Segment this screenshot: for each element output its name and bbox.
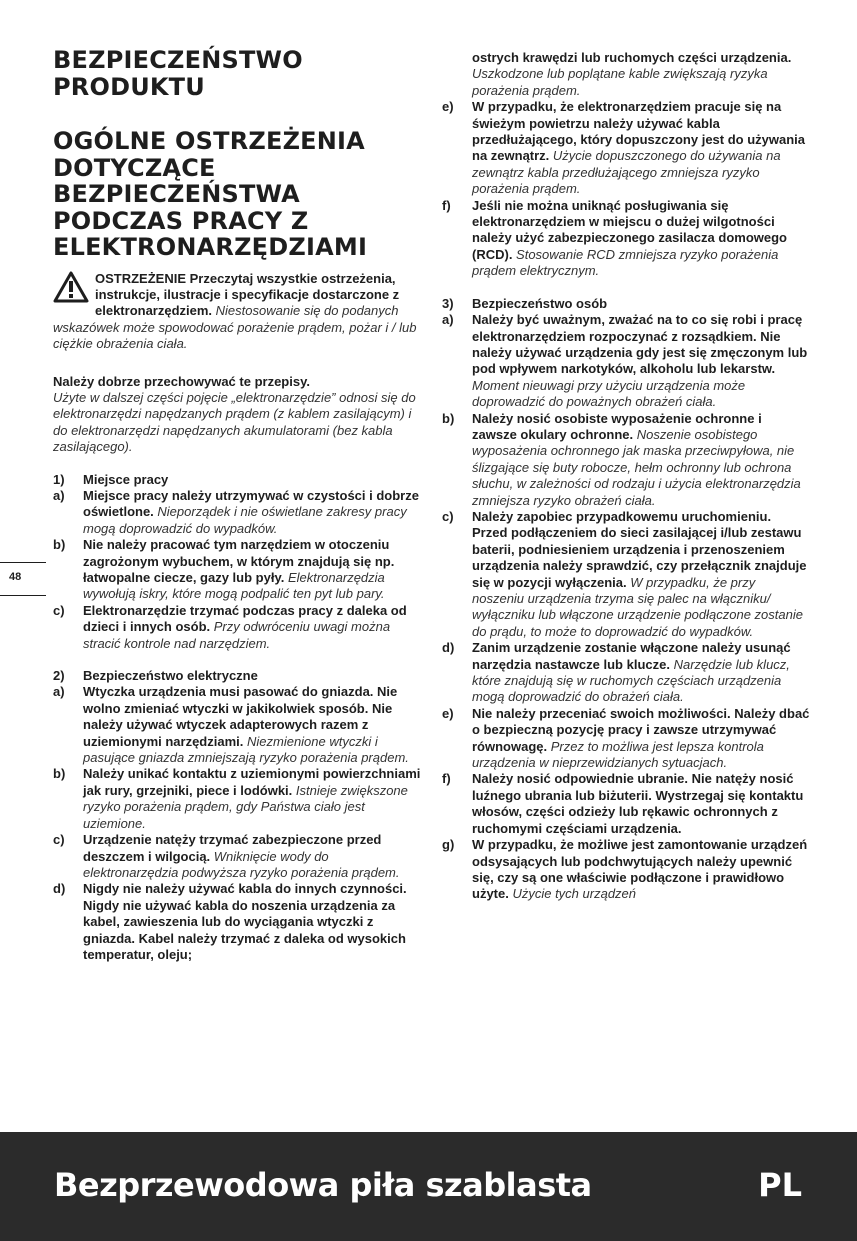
list-item: g) W przypadku, że możliwe jest zamontowanie urządzeń odsysających lub podchwytujących należy upewnić się, czy są one właściwie podłączone i prawidłowo użyte. Użycie tych urządzeń bbox=[442, 837, 808, 902]
list-item: b) Nie należy pracować tym narzędziem w otoczeniu zagrożonym wybuchem, w którym znajdują się np. łatwopalne ciecze, gazy lub pyły. Elektronarzędzia wywołują iskry, które mogą podpalić ten pyt lub pary. bbox=[53, 537, 395, 602]
warning-block bbox=[53, 271, 423, 353]
footer-bar bbox=[0, 1132, 857, 1241]
keep-heading: Należy dobrze przechowywać te przepisy. bbox=[53, 373, 310, 389]
list-item: e) W przypadku, że elektronarzędziem pracuje się na świeżym powietrzu należy używać kabla przedłużającego, który dopuszczony jest do używania na zewnątrz. Użycie dopuszczonego do używania na zewnątrz kabla przedłużającego zmniejsza ryzyko porażenia prądem. bbox=[442, 99, 806, 197]
list-item: a) Należy być uważnym, zważać na to co się robi i pracę elektronarzędziem rozpoczynać z rozsądkiem. Nie należy używać urządzenia gdy jest się zmęczonym lub pod wpływem narkotyków, alkoholu lub lekarstw. Moment nieuwagi przy użyciu urządzenia może doprowadzić do poważnych obrażeń ciała. bbox=[442, 312, 808, 410]
left-column bbox=[53, 0, 423, 963]
list-item: f) Jeśli nie można uniknąć posługiwania się elektronarzędziem w miejscu o dużej wilgotności należy użyć zabezpieczonego zasilacza domowego (RCD). Stosowanie RCD zmniejsza ryzyko porażenia prądem elektrycznym. bbox=[442, 197, 787, 279]
s3-heading: 3) Bezpieczeństwo osób bbox=[442, 295, 608, 311]
list-item: f) Należy nosić odpowiednie ubranie. Nie natęży nosić luźnego ubrania lub biżuterii. Wystrzegaj się kontaktu włosów, części odzieży lub rękawic ochronnych z ruchomymi częściami urządzenia. bbox=[442, 771, 804, 836]
list-item: e) Nie należy przeceniać swoich możliwości. Należy dbać o bezpieczną pozycję pracy i zawsze utrzymywać równowagę. Przez to możliwa jest lepsza kontrola urządzenia w nieprzewidzianych sytuacjach. bbox=[442, 705, 810, 771]
list-item: b) Należy unikać kontaktu z uziemionymi powierzchniami jak rury, grzejniki, piece i lodówki. Istnieje zwiększone ryzyko porażenia prądem, gdy Państwa ciało jest uziemione. bbox=[53, 766, 421, 831]
list-item: c) Urządzenie natęży trzymać zabezpieczone przed deszczem i wilgocią. Wniknięcie wody do elektronarzędzia podwyższa ryzyko porażenia prądem. bbox=[53, 832, 400, 880]
warning-italic: Niestosowanie się do podanych wskazówek może spowodować porażenie prądem, pożar i / lub ciężkie obrażenia ciała. bbox=[53, 303, 417, 352]
warning-triangle-icon bbox=[53, 271, 93, 305]
language-code: PL bbox=[758, 1166, 802, 1204]
list-item: a) Miejsce pracy należy utrzymywać w czystości i dobrze oświetlone. Nieporządek i nie oświetlane zakresy pracy mogą doprowadzić do wypadków. bbox=[53, 487, 419, 536]
list-item: c) Należy zapobiec przypadkowemu uruchomieniu. Przed podłączeniem do sieci zasilającej i/lub zestawu baterii, podniesieniem urządzenia i przenoszeniem urządzenia należy sprawdzić, czy przełącznik znajduje się w pozycji wyłączenia. W przypadku, że przy noszeniu urządzenia trzyma się palec na włączniku/ wyłączniku lub włączone urządzenie podłączone zostanie do prądu, to może to doprowadzić do wypadków. bbox=[442, 508, 807, 639]
list-item: b) Należy nosić osobiste wyposażenie ochronne i zawsze okulary ochronne. Noszenie osobistego wyposażenia ochronnego jak maska przeciwpyłowa, nie ślizgające się buty robocze, hełm ochronny lub ochrona słuchu, w zależności od rodzaju i użycia elektronarzędzia zmniejsza ryzyko obrażeń ciała. bbox=[442, 410, 801, 508]
keep-text: Użyte w dalszej części pojęcie „elektronarzędzie” odnosi się do elektronarzędzi napędzanych prądem (z kablem zasilającym) i do elektronarzędzi napędzanych akumulatorami (bez kabla zasilającego). bbox=[53, 389, 416, 455]
s2-heading: 2) Bezpieczeństwo elektryczne bbox=[53, 668, 258, 684]
list-item: d) Zanim urządzenie zostanie włączone należy usunąć narzędzia nastawcze lub klucze. Narzędzie lub klucz, które znajdują się w ruchomych częściach urządzenia mogą doprowadzić do obrażeń ciała. bbox=[442, 640, 791, 705]
page-number: 48 bbox=[0, 562, 46, 596]
list-item: d) Nigdy nie należy używać kabla do innych czynności. Nigdy nie używać kabla do noszenia urządzenia za kabel, zawieszenia lub do wyciągania wtyczki z gniazda. Kabel należy trzymać z daleka od wysokich temperatur, oleju; bbox=[53, 881, 407, 962]
list-item: c) Elektronarzędzie trzymać podczas pracy z daleka od dzieci i innych osób. Przy odwróceniu uwagi można stracić kontrole nad narzędziem. bbox=[53, 602, 407, 651]
list-item-continued: ostrych krawędzi lub ruchomych części urządzenia. Uszkodzone lub poplątane kable zwiększają ryzyka porażenia prądem. bbox=[472, 50, 792, 98]
right-column bbox=[442, 0, 810, 903]
list-item: a) Wtyczka urządzenia musi pasować do gniazda. Nie wolno zmieniać wtyczki w jakikolwiek sposób. Nie należy używać wtyczek adapterowych razem z uziemionymi narzędziami. Niezmienione wtyczki i pasujące gniazda zmniejszają ryzyko porażenia prądem. bbox=[53, 684, 409, 766]
section-title: BEZPIECZEŃSTWO PRODUKTU bbox=[53, 46, 303, 101]
s1-heading: 1) Miejsce pracy bbox=[53, 471, 169, 487]
footer-title: Bezprzewodowa piła szablasta bbox=[54, 1166, 592, 1204]
warning-bold: OSTRZEŻENIE Przeczytaj wszystkie ostrzeżenia, instrukcje, ilustracje i specyfikacje dostarczone z elektronarzędziem. bbox=[95, 270, 400, 319]
main-heading: OGÓLNE OSTRZEŻENIA DOTYCZĄCE BEZPIECZEŃSTWA PODCZAS PRACY Z ELEKTRONARZĘDZIAMI bbox=[53, 127, 368, 261]
